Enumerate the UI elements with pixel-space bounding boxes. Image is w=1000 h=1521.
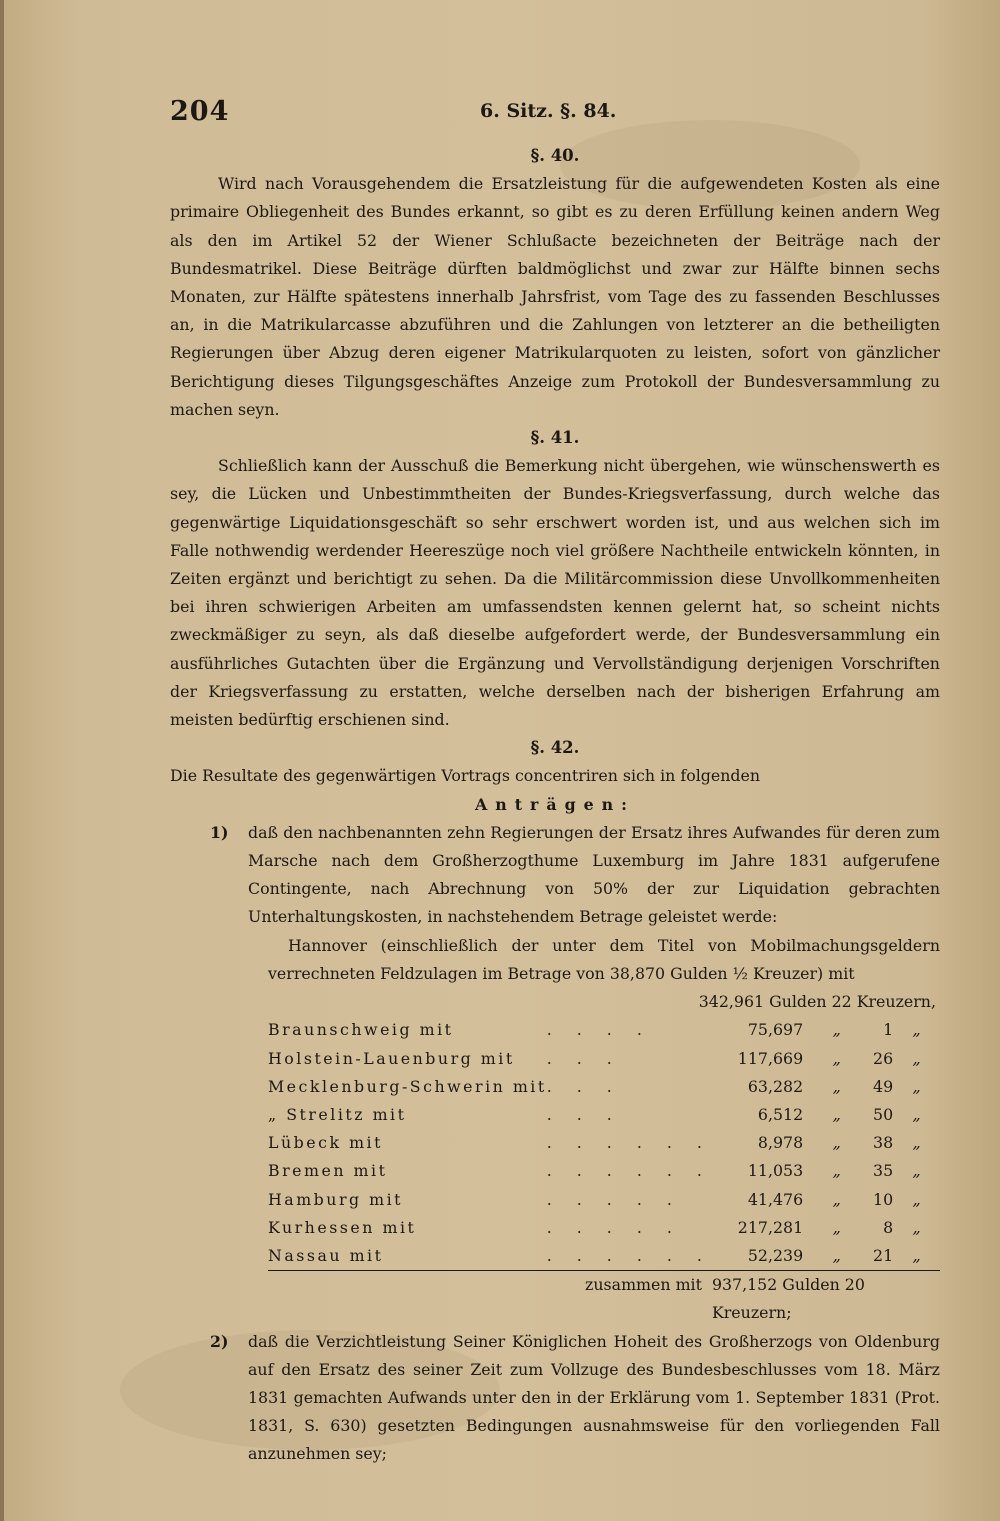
proposal-2-text: daß die Verzichtleistung Seiner Königlichen Hoheit des Großherzogs von Oldenburg auf den Ersatz des seiner Zeit zum Vollzuge des Bundesbeschlusses vom 18. März 1831 gemachten Aufwands unter den in der Erklärung vom 1. September 1831 (Prot. 1831, S. 630) gesetzten Bedingungen ausnahmsweise für den vorliegenden Fall anzunehmen sey; [248,1331,940,1464]
table-row [268,1045,940,1073]
ditto-mark: „ [912,1104,921,1124]
kreuzer-amount: 38 [873,1133,894,1153]
kreuzer-amount: 10 [873,1189,894,1209]
ditto-mark: „ [912,1048,921,1068]
proposal-1-text: daß den nachbenannten zehn Regierungen der Ersatz ihres Aufwandes für deren zum Marsche nach dem Großherzogthume Luxemburg im Jahre 1831 aufgerufene Contingente, nach Abrechnung von 50% der zur Liquidation gebrachten Unterhaltungskosten, in nachstehendem Betrage geleistet werde: [248,822,940,927]
gulden-amount: 52,239 [747,1245,804,1265]
leader-dots: . . . . . . [546,1133,712,1153]
state-name: Lübeck mit [268,1133,383,1153]
page-body [170,142,940,1469]
proposal-1-number: 1) [210,822,229,842]
leader-dots: . . . [546,1104,622,1124]
state-name: Hamburg mit [268,1189,404,1209]
gulden-amount: 75,697 [747,1020,804,1040]
state-name: Kurhessen mit [268,1217,417,1237]
ditto-mark: „ [832,1217,841,1237]
ditto-mark: „ [912,1245,921,1265]
gulden-amount: 41,476 [747,1189,804,1209]
gulden-amount: 63,282 [747,1076,804,1096]
sum-value: 937,152 Gulden 20 Kreuzern; [712,1271,940,1328]
table-row [268,1157,940,1185]
contingent-table [268,1016,940,1327]
kreuzer-amount: 8 [883,1217,894,1237]
gulden-amount: 217,281 [737,1217,804,1237]
state-name: Nassau mit [268,1245,384,1265]
gulden-amount: 117,669 [737,1048,804,1068]
leader-dots: . . . . . . [546,1245,712,1265]
kreuzer-amount: 26 [873,1048,894,1068]
table-row [268,1214,940,1242]
hannover-amount: 342,961 Gulden 22 Kreuzern, [698,992,936,1012]
state-name: Braunschweig mit [268,1020,454,1040]
running-head: 6. Sitz. §. 84. [480,100,617,122]
proposal-1 [170,819,940,932]
kreuzer-amount: 1 [883,1020,894,1040]
leader-dots: . . . . . . [546,1161,712,1181]
sum-label: zusammen mit [268,1271,712,1328]
page-number: 204 [170,96,230,127]
proposal-2-number: 2) [210,1331,229,1351]
kreuzer-amount: 49 [873,1076,894,1096]
leader-dots: . . . . [546,1020,652,1040]
kreuzer-amount: 35 [873,1161,894,1181]
ditto-mark: „ [832,1161,841,1181]
ditto-mark: „ [912,1020,921,1040]
leader-dots: . . . . . [546,1217,682,1237]
state-name: Holstein-Lauenburg mit [268,1048,515,1068]
gulden-amount: 11,053 [747,1161,804,1181]
antraege-heading: Anträgen: [474,794,635,814]
section-41-text: Schließlich kann der Ausschuß die Bemerkung nicht übergehen, wie wünschenswerth es sey, die Lücken und Unbestimmtheiten der Bundes-Kriegsverfassung, durch welche das gegenwärtige Liquidationsgeschäft so sehr erschwert worden ist, und aus welchen sich im Falle nothwendig werdender Heereszüge noch viel größere Nachtheile entwickeln könnten, in Zeiten ergänzt und berichtigt zu sehen. Da die Militärcommission diese Unvollkommenheiten bei ihren schwierigen Arbeiten am umfassendsten kennen gelernt hat, so scheint nichts zweckmäßiger zu seyn, als daß dieselbe aufgefordert werde, der Bundesversammlung ein ausführliches Gutachten über die Ergänzung und Vervollständigung derjenigen Vorschriften der Kriegsverfassung zu erstatten, welche derselben nach der bisherigen Erfahrung am meisten bedürftig erschienen sind. [170,456,940,730]
section-heading-42: §. 42. [530,738,580,758]
leader-dots: . . . . . [546,1189,682,1209]
ditto-mark: „ [832,1076,841,1096]
kreuzer-amount: 21 [873,1245,894,1265]
ditto-mark: „ [832,1104,841,1124]
gulden-amount: 8,978 [757,1133,804,1153]
table-row [268,1129,940,1157]
hannover-text: Hannover (einschließlich der unter dem Titel von Mobilmachungsgeldern verrechneten Feldzulagen im Betrage von 38,870 Gulden ½ Kreuzer) mit [268,935,940,983]
section-42-intro: Die Resultate des gegenwärtigen Vortrags concentriren sich in folgenden [170,766,761,786]
ditto-mark: „ [832,1020,841,1040]
state-name: „ Strelitz mit [268,1104,407,1124]
ditto-mark: „ [832,1133,841,1153]
sum-row [268,1271,940,1328]
page-header [0,96,1000,136]
ditto-mark: „ [912,1161,921,1181]
ditto-mark: „ [912,1076,921,1096]
state-name: Bremen mit [268,1161,388,1181]
table-row [268,1016,940,1044]
leader-dots: . . . [546,1048,622,1068]
kreuzer-amount: 50 [873,1104,894,1124]
ditto-mark: „ [832,1245,841,1265]
table-row [268,1073,940,1101]
table-row [268,1186,940,1214]
leader-dots: . . . [546,1076,622,1096]
table-row [268,1101,940,1129]
ditto-mark: „ [912,1133,921,1153]
section-heading-41: §. 41. [530,428,580,448]
ditto-mark: „ [832,1048,841,1068]
section-40-text: Wird nach Vorausgehendem die Ersatzleistung für die aufgewendeten Kosten als eine primaire Obliegenheit des Bundes erkannt, so gibt es zu deren Erfüllung keinen andern Weg als den im Artikel 52 der Wiener Schlußacte bezeichneten der Beiträge nach der Bundesmatrikel. Diese Beiträge dürften baldmöglichst und zwar zur Hälfte binnen sechs Monaten, zur Hälfte spätestens innerhalb Jahrsfrist, vom Tage des zu fassenden Beschlusses an, in die Matrikularcasse abzuführen und die Zahlungen von letzterer an die betheiligten Regierungen über Abzug deren eigener Matrikularquoten zu leisten, sofort von gänzlicher Berichtigung dieses Tilgungsgeschäftes Anzeige zum Protokoll der Bundesversammlung zu machen seyn. [170,174,940,419]
binding-edge [0,0,4,1521]
state-name: Mecklenburg-Schwerin mit [268,1076,547,1096]
table-row [268,1242,940,1271]
ditto-mark: „ [912,1189,921,1209]
section-heading-40: §. 40. [530,146,580,165]
gulden-amount: 6,512 [757,1104,804,1124]
proposal-2 [170,1328,940,1469]
hannover-entry [170,932,940,988]
ditto-mark: „ [912,1217,921,1237]
ditto-mark: „ [832,1189,841,1209]
